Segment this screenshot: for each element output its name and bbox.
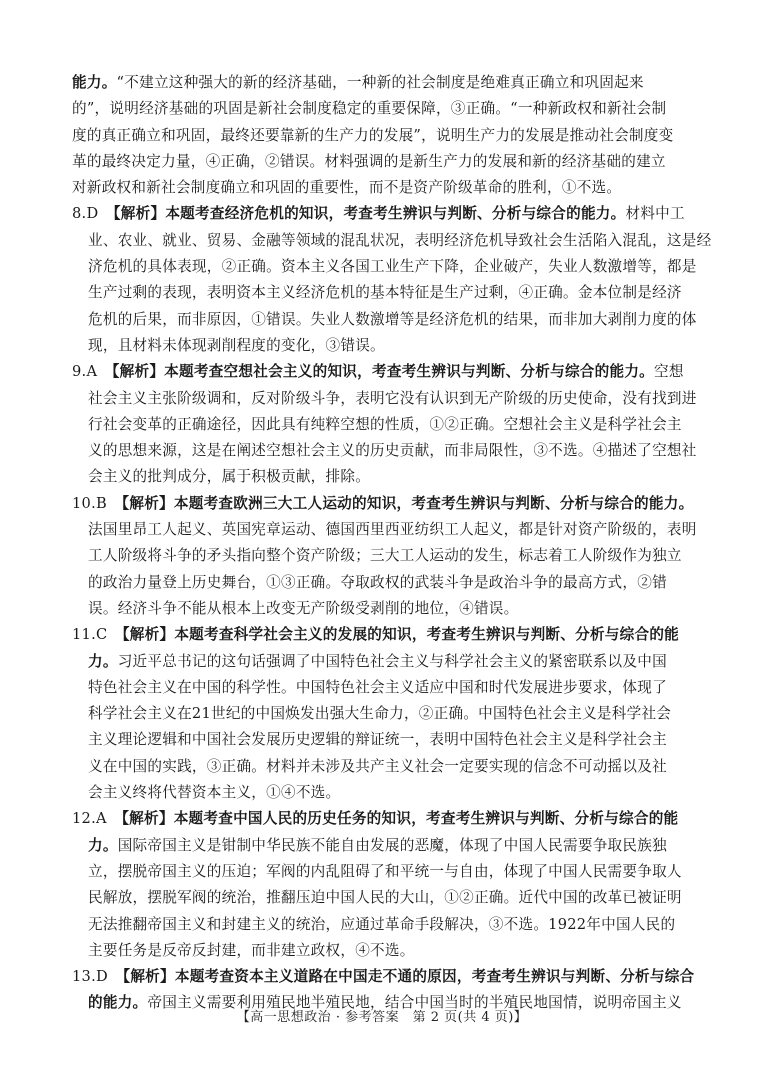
text-segment: 法国里昂工人起义、英国宪章运动、德国西里西亚纺织工人起义，都是针对资产阶级的，表明 xyxy=(88,521,697,539)
text-segment: 主要任务是反帝反封建，而非建立政权，④不选。 xyxy=(88,941,415,959)
question-number: 11. xyxy=(72,626,96,644)
explanation-line xyxy=(72,701,700,727)
question-10 xyxy=(72,491,700,622)
text-segment: 社会主义主张阶级调和，反对阶级斗争，表明它没有认识到无产阶级的历史使命，没有找到进 xyxy=(88,389,697,407)
text-segment: 革的最终决定力量，④正确，②错误。材料强调的是新生产力的发展和新的经济基础的建立 xyxy=(72,152,666,170)
bold-text: 【解析】本题考查空想社会主义的知识，考查考生辨识与判断、分析与综合的能力。 xyxy=(104,363,655,381)
bold-text: 力。 xyxy=(88,836,118,854)
explanation-line xyxy=(72,570,700,596)
explanation-line xyxy=(72,780,700,806)
text-segment: 民解放，摆脱军阀的统治，推翻压迫中国人民的大山，①②正确。近代中国的改革已被证明 xyxy=(88,889,682,907)
text-segment: 误。经济斗争不能从根本上改变无产阶级受剥削的地位，④错误。 xyxy=(88,599,519,617)
question-number: 9. xyxy=(72,363,87,381)
intro-line xyxy=(72,70,700,96)
explanation-line xyxy=(72,675,700,701)
explanation-line xyxy=(72,859,700,885)
explanation-line xyxy=(72,885,700,911)
explanation-line xyxy=(72,938,700,964)
explanation-line xyxy=(72,464,700,490)
bold-text: 【解析】本题考查中国人民的历史任务的知识，考查考生辨识与判断、分析与综合的能 xyxy=(114,810,679,828)
question-header-line xyxy=(72,964,700,990)
explanation-line xyxy=(72,386,700,412)
question-number: 12. xyxy=(72,810,96,828)
question-12 xyxy=(72,806,700,964)
page-footer: 【高一思想政治 · 参考答案 第 2 页(共 4 页)】 xyxy=(236,1010,528,1025)
text-segment: 科学社会主义在21世纪的中国焕发出强大生命力，②正确。中国特色社会主义是科学社会 xyxy=(88,705,672,723)
explanation-line xyxy=(72,228,712,254)
text-segment: 习近平总书记的这句话强调了中国特色社会主义与科学社会主义的紧密联系以及中国 xyxy=(117,652,667,670)
text-segment: 空想 xyxy=(654,363,684,381)
question-header-line xyxy=(72,806,700,832)
text-segment: 济危机的具体表现，②正确。资本主义各国工业生产下降，企业破产，失业人数激增等，都是 xyxy=(88,258,697,276)
explanation-line xyxy=(72,649,700,675)
text-segment: 现，且材料未体现剥削程度的变化，③错误。 xyxy=(88,336,385,354)
intro-line xyxy=(72,149,700,175)
text-segment: 业、农业、就业、贸易、金融等领域的混乱状况，表明经济危机导致社会生活陷入混乱，这是经 xyxy=(88,231,712,249)
explanation-line xyxy=(72,307,700,333)
text-segment: 无法推翻帝国主义和封建主义的统治，应通过革命手段解决，③不选。1922年中国人民的 xyxy=(88,915,676,933)
text-segment: 对新政权和新社会制度确立和巩固的重要性，而不是资产阶级革命的胜利，①不选。 xyxy=(72,179,622,197)
explanation-line xyxy=(72,912,700,938)
text-segment: 度的真正确立和巩固，最终还要靠新的生产力的发展”，说明生产力的发展是推动社会制度变 xyxy=(72,126,674,144)
text-segment: 会主义终将代替资本主义，①④不选。 xyxy=(88,784,341,802)
text-segment: 主义理论逻辑和中国社会发展历史逻辑的辩证统一，表明中国特色社会主义是科学社会主 xyxy=(88,731,667,749)
answer-letter: C xyxy=(95,626,108,644)
explanation-line xyxy=(72,517,700,543)
question-8 xyxy=(72,201,712,359)
answer-letter: A xyxy=(86,363,98,381)
bold-text: 【解析】本题考查经济危机的知识，考查考生辨识与判断、分析与综合的能力。 xyxy=(105,205,626,223)
text-segment: 的政治力量登上历史舞台，①③正确。夺取政权的武装斗争是政治斗争的最高方式，②错 xyxy=(88,573,667,591)
intro-line xyxy=(72,175,700,201)
text-segment: 义在中国的实践，③正确。材料并未涉及共产主义社会一定要实现的信念不可动摇以及社 xyxy=(88,757,667,775)
answer-letter: D xyxy=(95,968,108,986)
text-segment: 国际帝国主义是钳制中华民族不能自由发展的恶魔，体现了中国人民需要争取民族独 xyxy=(117,836,667,854)
text-segment: 义的思想来源，这是在阐述空想社会主义的历史贡献，而非局限性，③不选。④描述了空想社 xyxy=(88,442,697,460)
bold-text: 的能力。 xyxy=(88,994,148,1012)
question-header-line xyxy=(72,491,700,517)
text-segment: “不建立这种强大的新的经济基础，一种新的社会制度是绝难真正确立和巩固起来 xyxy=(116,74,644,91)
bold-text: 【解析】本题考查欧洲三大工人运动的知识，考查考生辨识与判断、分析与综合的能力。 xyxy=(114,494,694,512)
explanation-line xyxy=(72,833,700,859)
answer-letter: B xyxy=(95,494,107,512)
text-segment: 的”，说明经济基础的巩固是新社会制度稳定的重要保障，③正确。“一种新政权和新社会制 xyxy=(72,100,667,118)
explanation-line xyxy=(72,254,700,280)
question-number: 10. xyxy=(72,494,96,512)
explanation-line xyxy=(72,727,700,753)
explanation-line xyxy=(72,280,700,306)
question-11 xyxy=(72,622,700,806)
text-segment: 工人阶级将斗争的矛头指向整个资产阶级；三大工人运动的发生，标志着工人阶级作为独立 xyxy=(88,547,682,565)
text-segment: 行社会变革的正确途径，因此具有纯粹空想的性质，①②正确。空想社会主义是科学社会主 xyxy=(88,415,682,433)
explanation-line xyxy=(72,543,700,569)
text-segment: 危机的后果，而非原因，①错误。失业人数激增等是经济危机的结果，而非加大剥削力度的体 xyxy=(88,310,697,328)
question-header-line xyxy=(72,622,700,648)
explanation-line xyxy=(72,754,700,780)
explanation-line xyxy=(72,438,700,464)
question-9 xyxy=(72,359,700,490)
text-segment: 会主义的批判成分，属于积极贡献，排除。 xyxy=(88,468,371,486)
question-number: 8. xyxy=(72,205,87,223)
answer-letter: A xyxy=(95,810,107,828)
question-header-line xyxy=(72,359,700,385)
question-number: 13. xyxy=(72,968,96,986)
text-segment: 材料中工 xyxy=(625,205,685,223)
bold-text: 【解析】本题考查资本主义道路在中国走不通的原因，考查考生辨识与判断、分析与综合 xyxy=(115,968,695,986)
bold-text: 力。 xyxy=(88,652,118,670)
question-header-line xyxy=(72,201,700,227)
bold-text: 【解析】本题考查科学社会主义的发展的知识，考查考生辨识与判断、分析与综合的能 xyxy=(114,626,680,644)
text-segment: 特色社会主义在中国的科学性。中国特色社会主义适应中国和时代发展进步要求，体现了 xyxy=(88,678,667,696)
text-segment: 帝国主义需要利用殖民地半殖民地，结合中国当时的半殖民地国情，说明帝国主义 xyxy=(147,994,682,1012)
intro-line xyxy=(72,96,700,122)
answer-letter: D xyxy=(86,205,99,223)
explanation-line xyxy=(72,596,700,622)
bold-text: 能力。 xyxy=(72,74,117,91)
text-segment: 生产过剩的表现，表明资本主义经济危机的基本特征是生产过剩，④正确。金本位制是经济 xyxy=(88,284,682,302)
intro-line xyxy=(72,123,700,149)
answer-content xyxy=(72,70,712,1017)
text-segment: 立，摆脱帝国主义的压迫；军阀的内乱阻碍了和平统一与自由，体现了中国人民需要争取人 xyxy=(88,862,682,880)
explanation-line xyxy=(72,412,700,438)
explanation-line xyxy=(72,333,700,359)
